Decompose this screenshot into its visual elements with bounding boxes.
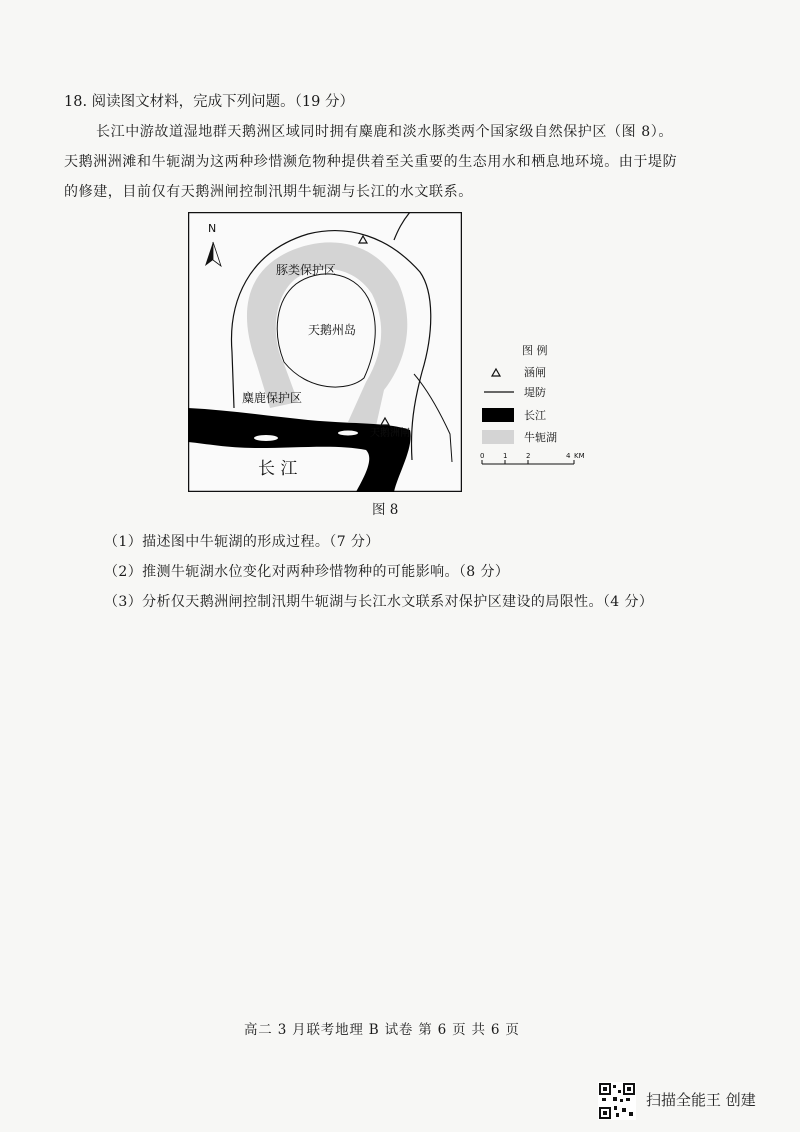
gate-label: 天鹅洲闸 <box>370 428 410 439</box>
legend-river-swatch <box>482 408 514 422</box>
river-label: 长 江 <box>258 459 298 479</box>
legend-lake-swatch <box>482 430 514 444</box>
legend-item-label: 牛轭湖 <box>524 431 557 444</box>
legend-item-label: 堤防 <box>524 386 546 399</box>
scale-tick: 1 <box>503 452 508 460</box>
legend-item-label: 涵闸 <box>524 366 546 379</box>
sub-question-3: （3）分析仅天鹅洲闸控制汛期牛轭湖与长江水文联系对保护区建设的局限性。（4 分） <box>104 594 654 610</box>
island-label: 天鹅州岛 <box>308 323 357 337</box>
sub-question-1: （1）描述图中牛轭湖的形成过程。（7 分） <box>104 534 380 550</box>
paragraph-line-2: 天鹅洲洲滩和牛轭湖为这两种珍惜濒危物种提供着至关重要的生态用水和栖息地环境。由于堤防 <box>64 154 678 170</box>
figure-caption: 图 8 <box>372 502 399 518</box>
page-footer: 高二 3 月联考地理 B 试卷 第 6 页 共 6 页 <box>244 1022 520 1038</box>
scale-tick: 4 <box>566 452 571 460</box>
elk-reserve-label: 麋鹿保护区 <box>242 391 303 405</box>
legend-gate-icon <box>492 369 500 376</box>
scale-tick: 0 <box>480 452 485 460</box>
sub-question-2: （2）推测牛轭湖水位变化对两种珍惜物种的可能影响。（8 分） <box>104 564 510 580</box>
question-header: 18. 阅读图文材料，完成下列问题。（19 分） <box>64 94 354 110</box>
paragraph-line-3: 的修建，目前仅有天鹅洲闸控制汛期牛轭湖与长江的水文联系。 <box>64 184 473 200</box>
scale-bar <box>482 460 574 464</box>
paragraph-line-1: 长江中游故道湿地群天鹅洲区域同时拥有麋鹿和淡水豚类两个国家级自然保护区（图 8）。 <box>96 124 673 140</box>
qr-code-icon <box>598 1082 636 1120</box>
scale-tick: 2 <box>526 452 531 460</box>
map-legend <box>478 340 598 480</box>
scale-unit: KM <box>574 452 585 460</box>
dolphin-reserve-label: 豚类保护区 <box>276 263 337 277</box>
legend-item-label: 长江 <box>524 409 546 422</box>
map-figure <box>188 212 462 492</box>
north-label: N <box>208 222 217 235</box>
legend-title: 图 例 <box>522 344 548 357</box>
scanner-watermark: 扫描全能王 创建 <box>646 1091 756 1109</box>
